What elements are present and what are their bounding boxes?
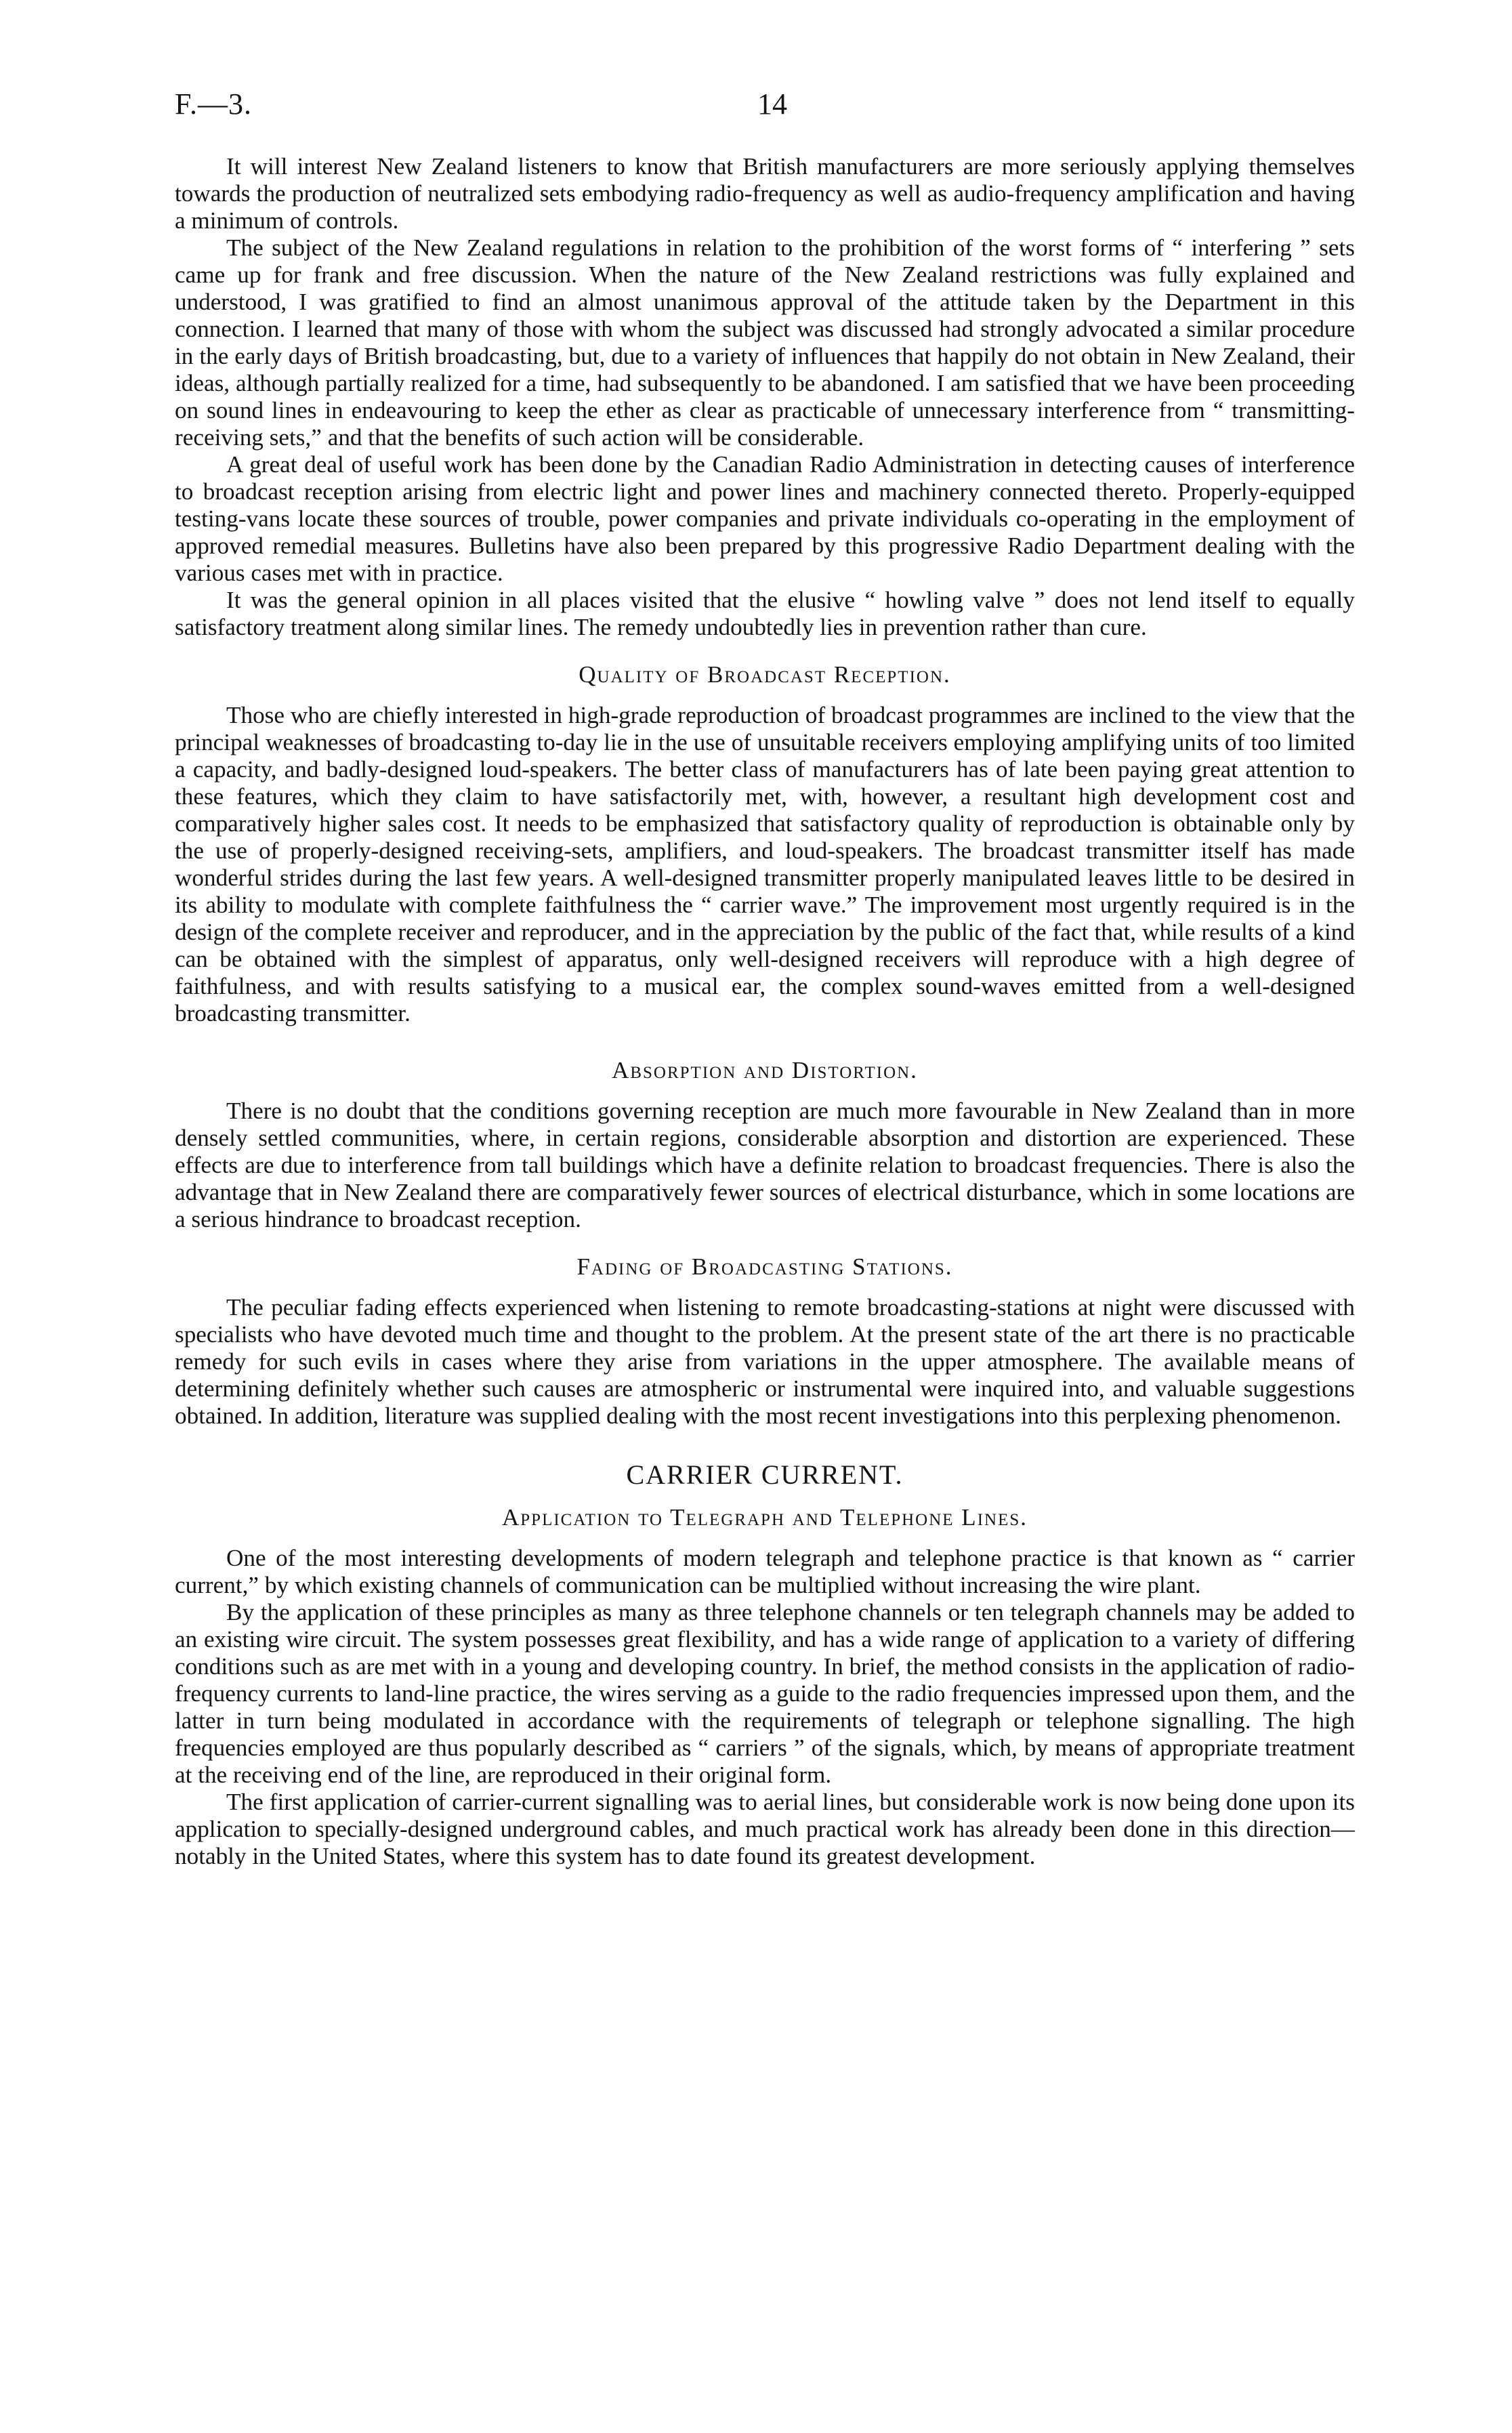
heading-application-telegraph: Application to Telegraph and Telephone Lines. bbox=[501, 1504, 1028, 1531]
paragraph-absorption: There is no doubt that the conditions governing reception are much more favourable in New Zealand than in more densely settled communities, where, in certain regions, considerable absorption and distortion are experienced. These effects are due to interference from tall buildings which have a definite relation to broadcast frequencies. There is also the advantage that in New Zealand there are comparatively fewer sources of electrical disturbance, which in some locations are a serious hindrance to broadcast reception. bbox=[175, 1098, 1355, 1232]
heading-fading: Fading of Broadcasting Stations. bbox=[576, 1253, 953, 1280]
paragraph-carrier-intro: One of the most interesting developments of modern telegraph and telephone practice is that known as “ carrier current,” by which existing channels of communication can be multiplied without increasing the wire plant. bbox=[175, 1545, 1355, 1598]
paragraph-carrier-method: By the application of these principles as many as three telephone channels or ten telegraph channels may be added to an existing wire circuit. The system possesses great flexibility, and has a wide range of application to a variety of differing conditions such as are met with in a young and developing country. In brief, the method consists in the application of radio-frequency currents to land-line practice, the wires serving as a guide to the radio frequencies impressed upon them, and the latter in turn being modulated in accordance with the requirements of telegraph or telephone signalling. The high frequencies employed are thus popularly described as “ carriers ” of the signals, which, by means of appropriate treatment at the receiving end of the line, are reproduced in their original form. bbox=[175, 1599, 1355, 1788]
paragraph-quality: Those who are chiefly interested in high-grade reproduction of broadcast programmes are inclined to the view that the principal weaknesses of broadcasting to-day lie in the use of unsuitable receivers employing amplifying units of too limited a capacity, and badly-designed loud-speakers. The better class of manufacturers has of late been paying great attention to these features, which they claim to have satisfactorily met, with, however, a resultant high development cost and comparatively higher sales cost. It needs to be emphasized that satisfactory quality of reproduction is obtainable only by the use of properly-designed receiving-sets, amplifiers, and loud-speakers. The broadcast transmitter itself has made wonderful strides during the last few years. A well-designed transmitter properly manipulated leaves little to be desired in its ability to modulate with complete faithfulness the “ carrier wave.” The improvement most urgently required is in the design of the complete receiver and reproducer, and in the appreciation by the public of the fact that, while results of a kind can be obtained with the simplest of apparatus, only well-designed receivers will reproduce with a high degree of faithfulness, and with results satisfying to a musical ear, the complex sound-waves emitted from a well-designed broadcasting transmitter. bbox=[175, 702, 1355, 1026]
paragraph-carrier-application: The first application of carrier-current signalling was to aerial lines, but considerable work is now being done upon its application to specially-designed underground cables, and much practical work has already been done in this direction—notably in the United States, where this system has to date found its greatest development. bbox=[175, 1789, 1355, 1869]
paragraph-howling-valve: It was the general opinion in all places visited that the elusive “ howling valve ” does not lend itself to equally satisfactory treatment along similar lines. The remedy undoubtedly lies in prevention rather than cure. bbox=[175, 587, 1355, 640]
page-body bbox=[175, 153, 1355, 1870]
paragraph-nz-regulations: The subject of the New Zealand regulations in relation to the prohibition of the worst forms of “ interfering ” sets came up for frank and free discussion. When the nature of the New Zealand restrictions was fully explained and understood, I was gratified to find an almost unanimous approval of the attitude taken by the Department in this connection. I learned that many of those with whom the subject was discussed had strongly advocated a similar procedure in the early days of British broadcasting, but, due to a variety of influences that happily do not obtain in New Zealand, their ideas, although partially realized for a time, had subsequently to be abandoned. I am satisfied that we have been proceeding on sound lines in endeavouring to keep the ether as clear as practicable of unnecessary interference from “ transmitting-receiving sets,” and that the benefits of such action will be considerable. bbox=[175, 234, 1355, 451]
heading-absorption-distortion: Absorption and Distortion. bbox=[612, 1057, 918, 1083]
page-header bbox=[0, 87, 1512, 127]
heading-quality-of-reception: Quality of Broadcast Reception. bbox=[579, 661, 951, 688]
paragraph-fading: The peculiar fading effects experienced when listening to remote broadcasting-stations at night were discussed with specialists who have devoted much time and thought to the problem. At the present state of the art there is no practicable remedy for such evils in cases where they arise from variations in the upper atmosphere. The available means of determining definitely whether such causes are atmospheric or instrumental were inquired into, and valuable suggestions obtained. In addition, literature was supplied dealing with the most recent investigations into this perplexing phenomenon. bbox=[175, 1294, 1355, 1429]
page-number: 14 bbox=[757, 87, 787, 121]
heading-carrier-current: CARRIER CURRENT. bbox=[626, 1459, 904, 1490]
document-code: F.—3. bbox=[175, 87, 252, 121]
paragraph-british-manufacturers: It will interest New Zealand listeners to know that British manufacturers are more seriously applying themselves towards the production of neutralized sets embodying radio-frequency as well as audio-frequency amplification and having a minimum of controls. bbox=[175, 153, 1355, 234]
paragraph-canadian-radio: A great deal of useful work has been done by the Canadian Radio Administration in detecting causes of interference to broadcast reception arising from electric light and power lines and machinery connected thereto. Properly-equipped testing-vans locate these sources of trouble, power companies and private individuals co-operating in the employment of approved remedial measures. Bulletins have also been prepared by this progressive Radio Department dealing with the various cases met with in practice. bbox=[175, 451, 1355, 586]
